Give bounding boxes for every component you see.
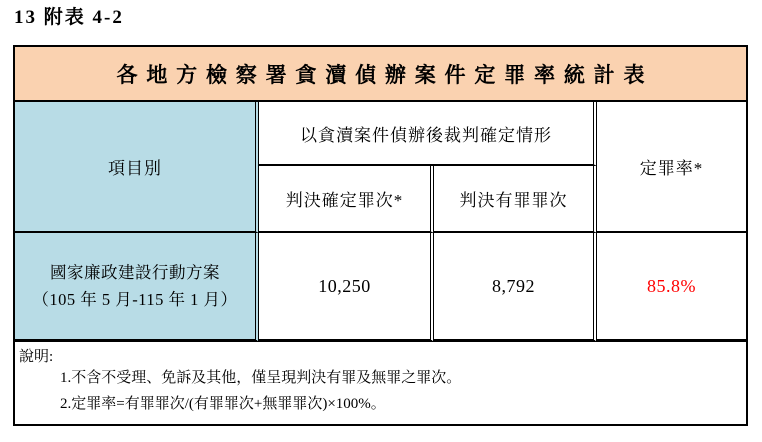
table-title: 各地方檢察署貪瀆偵辦案件定罪率統計表 [116,62,654,87]
table-title-row [15,47,746,102]
row-confirmed-count-value: 10,250 [318,275,371,296]
row-item-name-line1: 國家廉政建設行動方案 [49,262,220,282]
table-notes-cell [15,342,746,424]
header-confirmed-counts [259,166,434,233]
note-line-2: 2.定罪率=有罪罪次/(有罪罪次+無罪罪次)×100%。 [60,395,386,412]
note-line-1: 1.不含不受理、免訴及其他，僅呈現判決有罪及無罪之罪次。 [60,370,462,386]
header-conviction-rate [597,102,746,233]
header-item-category [15,102,259,233]
header-guilty-counts [434,166,597,233]
document-heading: 13 附表 4-2 [14,7,124,28]
header-conviction-rate-label: 定罪率* [639,159,704,178]
header-group-judgment-outcome [259,102,597,166]
row-conviction-rate-cell [597,233,746,342]
row-confirmed-count-cell [259,233,434,342]
row-item-name [32,259,237,313]
header-group-judgment-outcome-label: 以貪瀆案件偵辦後裁判確定情形 [300,125,552,145]
row-guilty-count-value: 8,792 [492,275,535,296]
header-confirmed-counts-label: 判決確定罪次* [285,191,404,210]
row-guilty-count-cell [434,233,597,342]
header-item-category-label: 項目別 [108,159,162,178]
row-conviction-rate-value: 85.8% [647,275,696,296]
conviction-rate-table [13,45,748,426]
header-guilty-counts-label: 判決有罪罪次 [459,191,568,210]
row-item-name-line2: （105 年 5 月-115 年 1 月） [32,290,238,309]
row-item-name-cell [15,233,259,342]
notes-label: 說明: [19,349,54,365]
